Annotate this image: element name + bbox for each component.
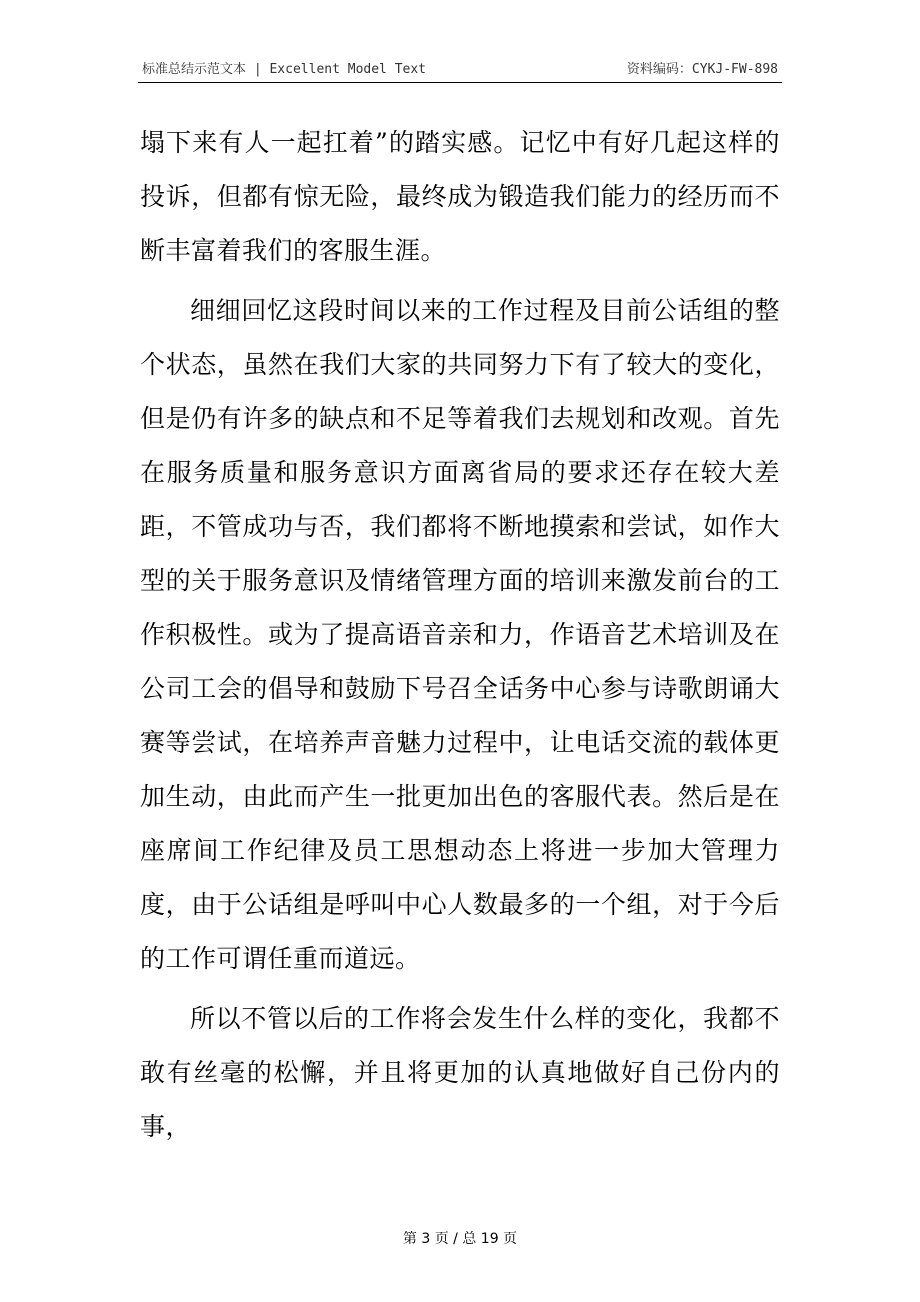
paragraph-continuation: 塌下来有人一起扛着”的踏实感。记忆中有好几起这样的投诉，但都有惊无险，最终成为锻造我们能力的经历而不断丰富着我们的客服生涯。 xyxy=(140,128,780,265)
paragraph: 所以不管以后的工作将会发生什么样的变化，我都不敢有丝毫的松懈，并且将更加的认真地做好自己份内的事， xyxy=(140,1004,780,1141)
header-title: 标准总结示范文本 | Excellent Model Text xyxy=(142,62,427,77)
paragraph: 细细回忆这段时间以来的工作过程及目前公话组的整个状态，虽然在我们大家的共同努力下有了较大的变化，但是仍有许多的缺点和不足等着我们去规划和改观。首先在服务质量和服务意识方面离省局的要求还存在较大差距，不管成功与否，我们都将不断地摸索和尝试，如作大型的关于服务意识及情绪管理方面的培训来激发前台的工作积极性。或为了提高语音亲和力，作语音艺术培训及在公司工会的倡导和鼓励下号召全话务中心参与诗歌朗诵大赛等尝试，在培养声音魅力过程中，让电话交流的载体更加生动，由此而产生一批更加出色的客服代表。然后是在座席间工作纪律及员工思想动态上将进一步加大管理力度，由于公话组是呼叫中心人数最多的一个组，对于今后的工作可谓任重而道远。 xyxy=(140,296,780,973)
header-document-code: 资料编码：CYKJ-FW-898 xyxy=(626,62,778,77)
page-header xyxy=(138,60,782,83)
page-number: 第 3 页 / 总 19 页 xyxy=(402,1231,518,1247)
document-body xyxy=(140,116,780,1154)
